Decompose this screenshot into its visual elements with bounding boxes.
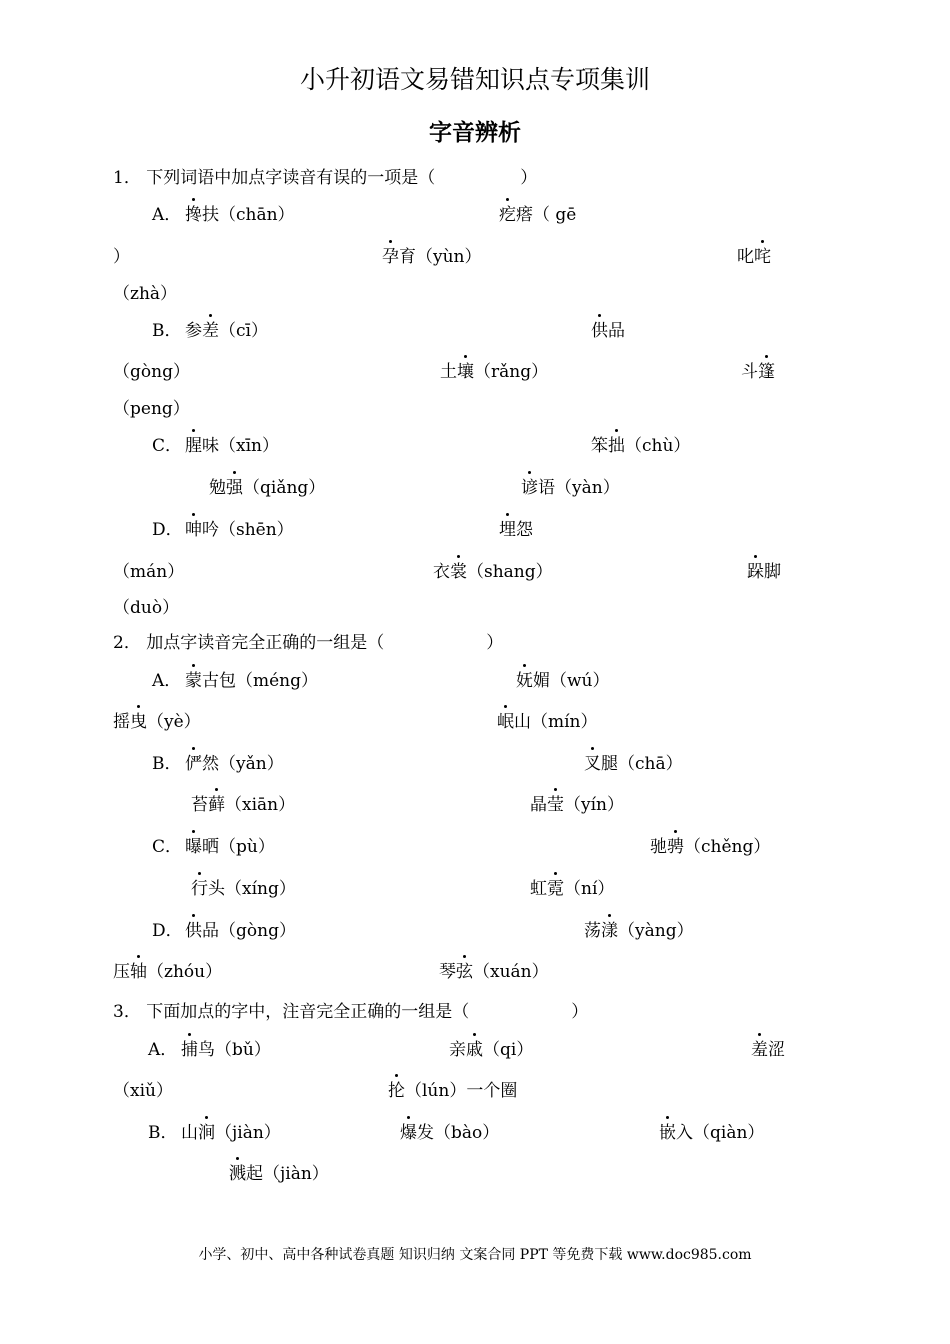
- q1-a-item-3: [382, 245, 482, 269]
- item-lead: 土: [440, 362, 457, 382]
- item-rest: （rǎng）: [474, 362, 549, 382]
- item-rest: （xiān）: [225, 795, 296, 815]
- item-rest: （qi）: [483, 1040, 534, 1060]
- dotted-char: 差: [202, 321, 219, 341]
- dotted-char: 莹: [547, 795, 564, 815]
- q1-option-c-label: C．: [152, 436, 183, 456]
- dotted-char: 霓: [547, 879, 564, 899]
- dotted-char: 篷: [758, 362, 775, 382]
- q2-option-b-label: B．: [152, 754, 182, 774]
- dotted-char: 孕: [382, 247, 399, 267]
- dotted-char: 腥: [185, 436, 202, 456]
- q2-d-item-3: [113, 960, 222, 984]
- q1-c-item-3: [209, 476, 325, 500]
- q3-b-item-3: [659, 1121, 764, 1145]
- q3-a-item-3-tail: （xiǔ）: [113, 1081, 173, 1101]
- q3-a-item-1: [181, 1038, 271, 1062]
- dotted-char: 埋: [499, 520, 516, 540]
- q2-c-item-4: [530, 877, 614, 901]
- q1-d-item-2-tail: （mán）: [113, 562, 185, 582]
- q1-d-item-4-tail: （duò）: [113, 598, 180, 618]
- item-rest: 鸟（bǔ）: [198, 1040, 271, 1060]
- q1-option-b-label: B．: [152, 321, 182, 341]
- item-lead: 压: [113, 962, 130, 982]
- item-rest: （cī）: [219, 321, 268, 341]
- dotted-char: 谚: [521, 478, 538, 498]
- q1-a-item-4-tail: （zhà）: [113, 284, 178, 304]
- item-rest: 晒（pù）: [202, 837, 275, 857]
- dotted-char: 涧: [198, 1123, 215, 1143]
- q1-c-item-1: [185, 434, 279, 458]
- q3-b-item-4: [229, 1162, 329, 1186]
- q3-a-item-3: [751, 1038, 785, 1062]
- q1-c-item-2: [591, 434, 690, 458]
- dotted-char: 强: [226, 478, 243, 498]
- question-3-stem: 3． 下面加点的字中，注音完全正确的一组是（ ）: [113, 1002, 589, 1022]
- item-rest: 入（qiàn）: [676, 1123, 765, 1143]
- item-rest: 发（bào）: [417, 1123, 500, 1143]
- item-rest: 味（xīn）: [202, 436, 279, 456]
- q3-b-item-2: [400, 1121, 499, 1145]
- q1-c-item-4: [521, 476, 620, 500]
- q1-a-item-1: [185, 203, 295, 227]
- item-rest: 品（gòng）: [202, 921, 296, 941]
- q1-a-item-4: [737, 245, 771, 269]
- item-rest: （xuán）: [473, 962, 549, 982]
- dotted-char: 漾: [601, 921, 618, 941]
- item-rest: （zhóu）: [147, 962, 223, 982]
- item-rest: 起（jiàn）: [246, 1164, 329, 1184]
- question-1-stem: 1． 下列词语中加点字读音有误的一项是（ ）: [113, 168, 538, 188]
- item-lead: 摇: [113, 712, 130, 732]
- item-rest: 然（yǎn）: [202, 754, 284, 774]
- item-lead: 亲: [449, 1040, 466, 1060]
- dotted-char: 行: [191, 879, 208, 899]
- q1-option-a-label: A．: [152, 205, 182, 225]
- dotted-char: 蒙: [185, 671, 202, 691]
- dotted-char: 疙: [499, 205, 516, 225]
- q2-a-item-1: [185, 669, 318, 693]
- dotted-char: 壤: [457, 362, 474, 382]
- item-lead: 晶: [530, 795, 547, 815]
- q1-b-item-4: [741, 360, 775, 384]
- item-rest: 品: [608, 321, 625, 341]
- q1-d-item-4: [747, 560, 781, 584]
- item-rest: （jiàn）: [215, 1123, 281, 1143]
- item-lead: 笨: [591, 436, 608, 456]
- item-rest: 媚（wú）: [533, 671, 610, 691]
- q1-b-item-2-tail: （gòng）: [113, 362, 190, 382]
- q1-d-item-3: [433, 560, 553, 584]
- q2-c-item-3: [191, 877, 296, 901]
- q3-option-a-label: A．: [148, 1040, 178, 1060]
- q3-option-b-label: B．: [148, 1123, 178, 1143]
- q2-d-item-1: [185, 919, 296, 943]
- page-footer: 小学、初中、高中各种试卷真题 知识归纳 文案合同 PPT 等免费下载 www.doc985.com: [198, 1247, 752, 1263]
- q2-a-item-2: [516, 669, 610, 693]
- section-subtitle: 字音辨析: [429, 120, 521, 146]
- dotted-char: 曝: [185, 837, 202, 857]
- dotted-char: 拙: [608, 436, 625, 456]
- q2-c-item-2: [650, 835, 770, 859]
- dotted-char: 跺: [747, 562, 764, 582]
- item-rest: （yè）: [147, 712, 201, 732]
- q2-b-item-4: [530, 793, 624, 817]
- item-lead: 荡: [584, 921, 601, 941]
- item-rest: （yàng）: [618, 921, 694, 941]
- dotted-char: 叉: [584, 754, 601, 774]
- q1-a-item-2: [499, 203, 576, 227]
- q3-a-item-2: [449, 1038, 533, 1062]
- item-rest: 古包（méng）: [202, 671, 319, 691]
- item-rest: 扶（chān）: [202, 205, 295, 225]
- item-rest: 脚: [764, 562, 781, 582]
- dotted-char: 溅: [229, 1164, 246, 1184]
- q2-option-a-label: A．: [152, 671, 182, 691]
- item-rest: 山（mín）: [514, 712, 598, 732]
- item-rest: （chù）: [625, 436, 691, 456]
- dotted-char: 供: [185, 921, 202, 941]
- item-rest: 怨: [516, 520, 533, 540]
- item-lead: 虹: [530, 879, 547, 899]
- item-rest: （yín）: [564, 795, 624, 815]
- dotted-char: 骋: [667, 837, 684, 857]
- q1-b-item-4-tail: （peng）: [113, 399, 190, 419]
- item-lead: 衣: [433, 562, 450, 582]
- item-rest: 腿（chā）: [601, 754, 683, 774]
- q1-d-item-1: [185, 518, 294, 542]
- item-lead: 琴: [439, 962, 456, 982]
- q1-b-item-3: [440, 360, 548, 384]
- item-rest: （shang）: [467, 562, 553, 582]
- document-title: 小升初语文易错知识点专项集训: [299, 65, 650, 94]
- dotted-char: 捕: [181, 1040, 198, 1060]
- dotted-char: 藓: [208, 795, 225, 815]
- dotted-char: 羞: [751, 1040, 768, 1060]
- dotted-char: 俨: [185, 754, 202, 774]
- dotted-char: 咤: [754, 247, 771, 267]
- item-rest: （lún）一个圈: [405, 1081, 518, 1101]
- q1-option-d-label: D．: [152, 520, 183, 540]
- q2-a-item-4: [497, 710, 598, 734]
- q2-a-item-3: [113, 710, 201, 734]
- item-rest: 头（xíng）: [208, 879, 296, 899]
- q1-b-item-2: [591, 319, 625, 343]
- item-rest: （qiǎng）: [243, 478, 326, 498]
- item-lead: 斗: [741, 362, 758, 382]
- q1-b-item-1: [185, 319, 268, 343]
- item-lead: 叱: [737, 247, 754, 267]
- item-lead: 勉: [209, 478, 226, 498]
- dotted-char: 呻: [185, 520, 202, 540]
- item-rest: 育（yùn）: [399, 247, 482, 267]
- item-rest: 吟（shēn）: [202, 520, 294, 540]
- item-rest: 语（yàn）: [538, 478, 620, 498]
- item-rest: （chěng）: [684, 837, 771, 857]
- q3-b-item-1: [181, 1121, 281, 1145]
- dotted-char: 裳: [450, 562, 467, 582]
- q1-a-item-2-tail: ）: [113, 247, 130, 267]
- dotted-char: 搀: [185, 205, 202, 225]
- q2-option-d-label: D．: [152, 921, 183, 941]
- item-lead: 苔: [191, 795, 208, 815]
- q2-d-item-4: [439, 960, 549, 984]
- q2-c-item-1: [185, 835, 275, 859]
- dotted-char: 供: [591, 321, 608, 341]
- dotted-char: 抡: [388, 1081, 405, 1101]
- item-lead: 参: [185, 321, 202, 341]
- item-rest: 瘩（ gē: [516, 205, 577, 225]
- dotted-char: 岷: [497, 712, 514, 732]
- q3-a-item-4: [388, 1079, 517, 1103]
- dotted-char: 轴: [130, 962, 147, 982]
- dotted-char: 妩: [516, 671, 533, 691]
- q2-b-item-1: [185, 752, 284, 776]
- q2-b-item-2: [584, 752, 683, 776]
- dotted-char: 嵌: [659, 1123, 676, 1143]
- dotted-char: 爆: [400, 1123, 417, 1143]
- item-lead: 驰: [650, 837, 667, 857]
- item-lead: 山: [181, 1123, 198, 1143]
- q2-option-c-label: C．: [152, 837, 183, 857]
- q2-b-item-3: [191, 793, 295, 817]
- q1-d-item-2: [499, 518, 533, 542]
- question-2-stem: 2． 加点字读音完全正确的一组是（ ）: [113, 633, 504, 653]
- item-rest: 涩: [768, 1040, 785, 1060]
- dotted-char: 曳: [130, 712, 147, 732]
- item-rest: （ní）: [564, 879, 615, 899]
- q2-d-item-2: [584, 919, 694, 943]
- dotted-char: 弦: [456, 962, 473, 982]
- dotted-char: 戚: [466, 1040, 483, 1060]
